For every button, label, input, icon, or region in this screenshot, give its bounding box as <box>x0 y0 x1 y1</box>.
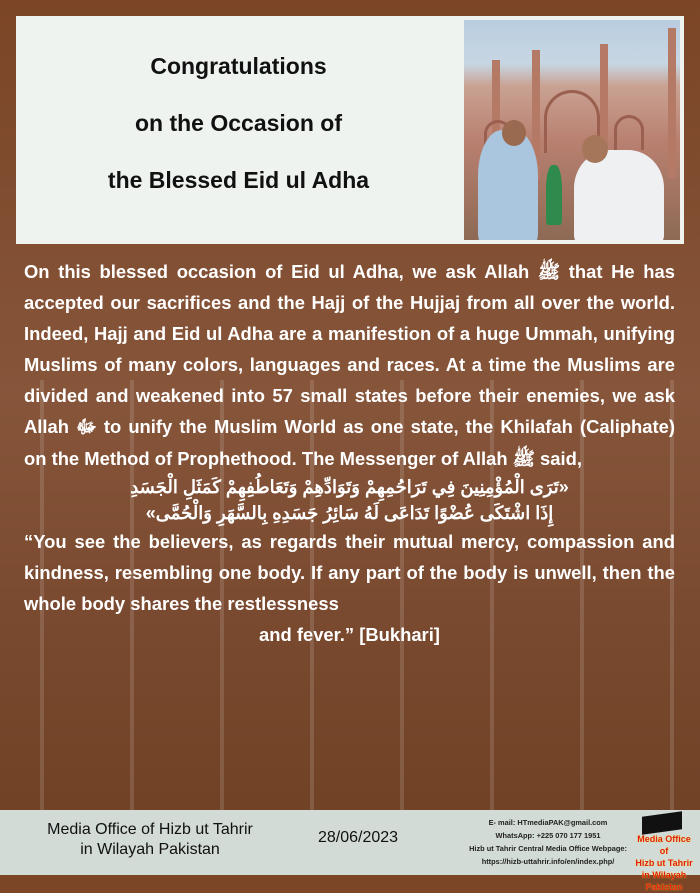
hadith-arabic-line-2: إِذَا اشْتَكَى عُضْوًا تَدَاعَى لَهُ سَائِرُ جَسَدِهِ بِالسَّهَرِ وَالْحُمَّى» <box>145 502 554 523</box>
webpage-label: Hizb ut Tahrir Central Media Office Webpage: <box>469 844 627 853</box>
title-line: the Blessed Eid ul Adha <box>107 167 370 193</box>
date: 28/06/2023 <box>318 829 399 846</box>
message-body <box>24 256 675 650</box>
message-paragraph: On this blessed occasion of Eid ul Adha, we ask Allah ﷺ that He has accepted our sacrifices and the Hajj of the Hujjaj from all over the world. Indeed, Hajj and Eid ul Adha are a manifestion of a huge Ummah, unifying Muslims of many colors, languages and races. At a time the Muslims are divided and weakened into 57 small states before their enemies, we ask Allah ﷻ to unify the Muslim World as one state, the Khilafah (Caliphate) on the Method of Prophethood. The Messenger of Allah ﷺ said, <box>24 261 675 469</box>
footer <box>0 810 700 892</box>
header-banner <box>16 16 684 244</box>
media-office-name <box>20 820 280 860</box>
title-line: on the Occasion of <box>134 110 343 136</box>
email[interactable]: E- mail: HTmediaPAK@gmail.com <box>488 818 608 827</box>
hadith-arabic-line-1: «تَرَى الْمُؤْمِنِينَ فِي تَرَاحُمِهِمْ وَتَوَادِّهِمْ وَتَعَاطُفِهِمْ كَمَثَلِ الْجَسَدِ <box>130 476 569 497</box>
hizb-ut-tahrir-logo <box>634 814 694 892</box>
banner-title <box>16 38 461 209</box>
title-line: Congratulations <box>150 53 327 79</box>
hadith-translation: “You see the believers, as regards their mutual mercy, compassion and kindness, resembling one body. If any part of the body is unwell, then the whole body shares the restlessness <box>24 530 675 614</box>
logo-text: Media Office of Hizb ut Tahrir in Wilayah Pakistan <box>635 834 693 892</box>
webpage-link[interactable]: https://hizb-uttahrir.info/en/index.php/ <box>481 857 615 866</box>
flag-icon <box>642 811 682 835</box>
org-line: in Wilayah Pakistan <box>80 841 220 858</box>
whatsapp: WhatsApp: +225 070 177 1951 <box>495 831 601 840</box>
contact-info <box>458 816 638 868</box>
eid-photo <box>464 20 680 240</box>
hadith-reference: and fever.” [Bukhari] <box>259 623 440 645</box>
org-line: Media Office of Hizb ut Tahrir <box>47 821 253 838</box>
